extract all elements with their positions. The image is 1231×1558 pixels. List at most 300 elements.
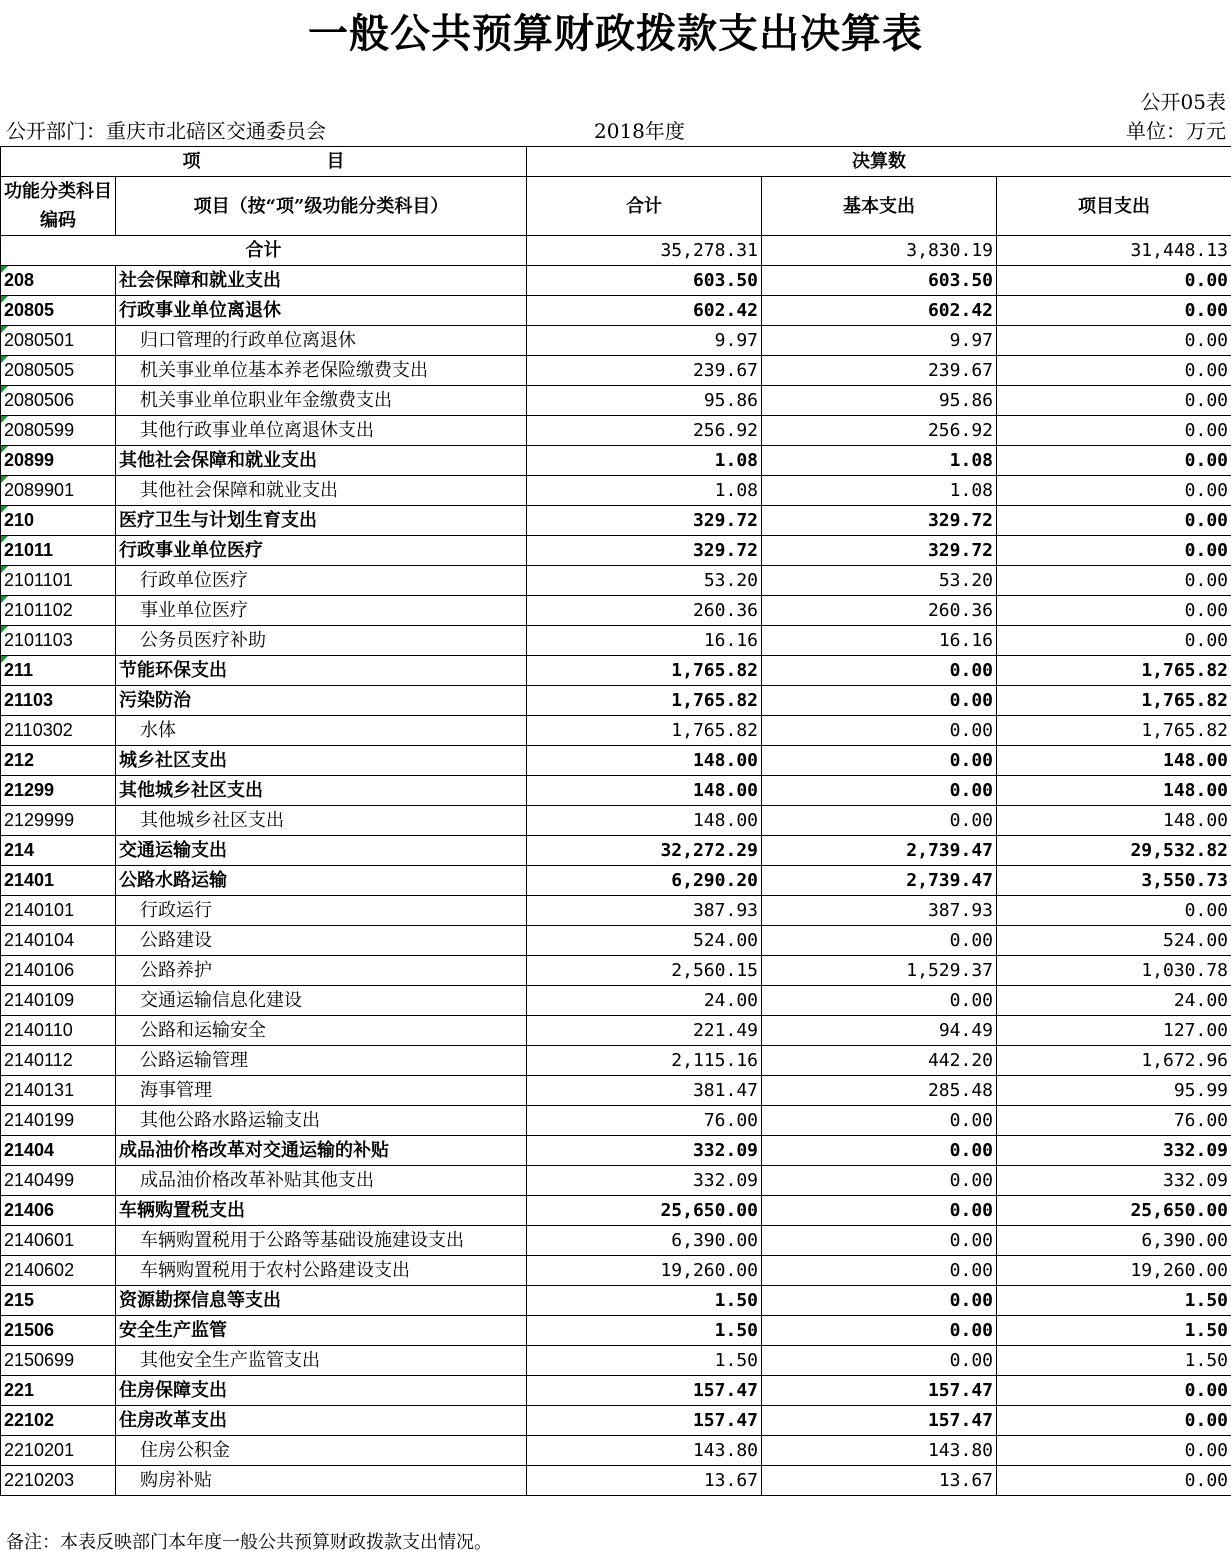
row-code-text: 2101102: [4, 600, 73, 620]
row-name: 事业单位医疗: [116, 596, 527, 626]
row-total: 603.50: [527, 266, 762, 296]
row-total: 1.50: [527, 1286, 762, 1316]
row-basic: 0.00: [762, 1316, 997, 1346]
row-total: 602.42: [527, 296, 762, 326]
total-sum: 35,278.31: [527, 236, 762, 266]
row-basic: 94.49: [762, 1016, 997, 1046]
form-number: 公开05表: [1140, 90, 1226, 114]
row-code: [1, 1046, 116, 1076]
row-project: 148.00: [997, 776, 1231, 806]
row-code-text: 2210201: [4, 1440, 75, 1460]
row-project: 0.00: [997, 566, 1231, 596]
total-label: 合计: [1, 236, 527, 266]
cell-marker-icon: [1, 386, 8, 393]
row-total: 6,390.00: [527, 1226, 762, 1256]
row-code-text: 21103: [4, 690, 54, 710]
row-code-text: 2080506: [4, 390, 75, 410]
row-name: 成品油价格改革对交通运输的补贴: [116, 1136, 527, 1166]
table-row: [1, 716, 1231, 746]
header-basic: 基本支出: [762, 177, 997, 236]
cell-marker-icon: [1, 626, 8, 633]
row-total: 260.36: [527, 596, 762, 626]
fiscal-year: 2018年度: [594, 119, 685, 143]
row-code: [1, 686, 116, 716]
row-total: 1.50: [527, 1316, 762, 1346]
table-row: [1, 296, 1231, 326]
row-total: 1,765.82: [527, 686, 762, 716]
row-code-text: 2210203: [4, 1470, 75, 1490]
row-code-text: 2110302: [4, 720, 73, 740]
row-code: [1, 1226, 116, 1256]
row-name: 节能环保支出: [116, 656, 527, 686]
row-total: 1.08: [527, 446, 762, 476]
row-code-text: 2080599: [4, 420, 75, 440]
row-total: 76.00: [527, 1106, 762, 1136]
row-basic: 157.47: [762, 1376, 997, 1406]
table-row: [1, 986, 1231, 1016]
row-project: 0.00: [997, 896, 1231, 926]
row-total: 329.72: [527, 536, 762, 566]
row-name: 机关事业单位职业年金缴费支出: [116, 386, 527, 416]
row-project: 76.00: [997, 1106, 1231, 1136]
header-amount: 决算数: [527, 147, 1231, 177]
row-basic: 0.00: [762, 986, 997, 1016]
row-code: [1, 1256, 116, 1286]
cell-marker-icon: [1, 656, 8, 663]
row-total: 143.80: [527, 1436, 762, 1466]
table-row: [1, 1316, 1231, 1346]
row-code: [1, 1346, 116, 1376]
row-project: 332.09: [997, 1136, 1231, 1166]
row-basic: 1.08: [762, 476, 997, 506]
row-basic: 260.36: [762, 596, 997, 626]
row-total: 95.86: [527, 386, 762, 416]
row-code-text: 212: [4, 750, 35, 770]
row-code-text: 210: [4, 510, 35, 530]
row-code: [1, 926, 116, 956]
row-project: 0.00: [997, 386, 1231, 416]
table-row: [1, 1016, 1231, 1046]
row-code-text: 2089901: [4, 480, 75, 500]
row-name: 其他城乡社区支出: [116, 806, 527, 836]
table-row: [1, 1436, 1231, 1466]
row-code: [1, 1316, 116, 1346]
row-code: [1, 776, 116, 806]
row-basic: 0.00: [762, 1106, 997, 1136]
row-project: 0.00: [997, 266, 1231, 296]
row-total: 148.00: [527, 776, 762, 806]
row-code-text: 2101101: [4, 570, 73, 590]
row-code: [1, 296, 116, 326]
department-label: 公开部门：重庆市北碚区交通委员会: [6, 119, 326, 143]
row-code: [1, 506, 116, 536]
row-project: 19,260.00: [997, 1256, 1231, 1286]
row-code-text: 21401: [4, 870, 55, 890]
row-name: 其他安全生产监管支出: [116, 1346, 527, 1376]
table-row: [1, 686, 1231, 716]
row-name: 行政事业单位医疗: [116, 536, 527, 566]
row-basic: 0.00: [762, 806, 997, 836]
row-total: 524.00: [527, 926, 762, 956]
row-project: 3,550.73: [997, 866, 1231, 896]
row-name: 水体: [116, 716, 527, 746]
row-code: [1, 1436, 116, 1466]
row-basic: 16.16: [762, 626, 997, 656]
row-total: 25,650.00: [527, 1196, 762, 1226]
row-total: 6,290.20: [527, 866, 762, 896]
cell-marker-icon: [1, 356, 8, 363]
row-code: [1, 476, 116, 506]
row-code-text: 2140131: [4, 1080, 75, 1100]
table-row: [1, 356, 1231, 386]
row-basic: 0.00: [762, 1166, 997, 1196]
row-basic: 442.20: [762, 1046, 997, 1076]
row-code-text: 214: [4, 840, 35, 860]
row-name: 住房公积金: [116, 1436, 527, 1466]
row-code: [1, 536, 116, 566]
table-row: [1, 836, 1231, 866]
row-name: 交通运输支出: [116, 836, 527, 866]
row-total: 24.00: [527, 986, 762, 1016]
row-total: 1,765.82: [527, 716, 762, 746]
header-row-top: [1, 147, 1231, 177]
table-row: [1, 1406, 1231, 1436]
row-total: 157.47: [527, 1406, 762, 1436]
cell-marker-icon: [1, 446, 8, 453]
row-project: 1,765.82: [997, 656, 1231, 686]
row-name: 医疗卫生与计划生育支出: [116, 506, 527, 536]
row-total: 329.72: [527, 506, 762, 536]
row-name: 住房改革支出: [116, 1406, 527, 1436]
row-basic: 9.97: [762, 326, 997, 356]
table-row: [1, 866, 1231, 896]
row-basic: 13.67: [762, 1466, 997, 1496]
row-project: 0.00: [997, 356, 1231, 386]
row-name: 安全生产监管: [116, 1316, 527, 1346]
row-project: 1.50: [997, 1316, 1231, 1346]
header-total: 合计: [527, 177, 762, 236]
table-row: [1, 1226, 1231, 1256]
table-row: [1, 566, 1231, 596]
page-title: 一般公共预算财政拨款支出决算表: [308, 11, 923, 57]
row-name: 公路建设: [116, 926, 527, 956]
row-code-text: 2129999: [4, 810, 75, 830]
row-code-text: 2140109: [4, 990, 75, 1010]
row-project: 332.09: [997, 1166, 1231, 1196]
row-project: 0.00: [997, 1376, 1231, 1406]
table-row: [1, 1346, 1231, 1376]
row-basic: 157.47: [762, 1406, 997, 1436]
row-project: 0.00: [997, 296, 1231, 326]
row-project: 524.00: [997, 926, 1231, 956]
row-code: [1, 1466, 116, 1496]
row-total: 157.47: [527, 1376, 762, 1406]
row-name: 其他社会保障和就业支出: [116, 446, 527, 476]
row-name: 其他城乡社区支出: [116, 776, 527, 806]
cell-marker-icon: [1, 416, 8, 423]
cell-marker-icon: [1, 566, 8, 573]
table-row: [1, 746, 1231, 776]
row-total: 332.09: [527, 1136, 762, 1166]
row-code: [1, 1136, 116, 1166]
row-code: [1, 1406, 116, 1436]
row-total: 148.00: [527, 806, 762, 836]
row-project: 0.00: [997, 1406, 1231, 1436]
row-code-text: 21506: [4, 1320, 55, 1340]
row-basic: 239.67: [762, 356, 997, 386]
table-row: [1, 656, 1231, 686]
row-code-text: 21404: [4, 1140, 55, 1160]
header-project: 项目支出: [997, 177, 1231, 236]
row-code: [1, 1196, 116, 1226]
row-basic: 0.00: [762, 1226, 997, 1256]
row-name: 其他社会保障和就业支出: [116, 476, 527, 506]
row-basic: 0.00: [762, 686, 997, 716]
table-row: [1, 446, 1231, 476]
row-total: 332.09: [527, 1166, 762, 1196]
row-basic: 602.42: [762, 296, 997, 326]
row-code-text: 20899: [4, 450, 55, 470]
row-basic: 0.00: [762, 716, 997, 746]
row-code: [1, 566, 116, 596]
row-name: 其他公路水路运输支出: [116, 1106, 527, 1136]
table-row: [1, 956, 1231, 986]
table-row: [1, 506, 1231, 536]
row-code-text: 2140101: [4, 900, 75, 920]
row-code-text: 2140601: [4, 1230, 75, 1250]
row-project: 0.00: [997, 596, 1231, 626]
row-code: [1, 866, 116, 896]
row-code: [1, 716, 116, 746]
table-row: [1, 476, 1231, 506]
total-row: [1, 236, 1231, 266]
row-name: 行政事业单位离退休: [116, 296, 527, 326]
row-code: [1, 626, 116, 656]
footnote: 备注：本表反映部门本年度一般公共预算财政拨款支出情况。: [6, 1532, 492, 1553]
row-code: [1, 986, 116, 1016]
row-project: 1,765.82: [997, 716, 1231, 746]
table-row: [1, 596, 1231, 626]
row-basic: 0.00: [762, 776, 997, 806]
row-project: 0.00: [997, 626, 1231, 656]
table-row: [1, 806, 1231, 836]
row-project: 0.00: [997, 416, 1231, 446]
row-code-text: 2140199: [4, 1110, 75, 1130]
row-project: 0.00: [997, 1436, 1231, 1466]
table-row: [1, 1256, 1231, 1286]
row-project: 148.00: [997, 806, 1231, 836]
row-basic: 0.00: [762, 1196, 997, 1226]
cell-marker-icon: [1, 536, 8, 543]
row-name: 交通运输信息化建设: [116, 986, 527, 1016]
row-project: 29,532.82: [997, 836, 1231, 866]
row-code: [1, 1076, 116, 1106]
header-row-sub: [1, 177, 1231, 236]
row-basic: 1.08: [762, 446, 997, 476]
table-row: [1, 326, 1231, 356]
table-row: [1, 1466, 1231, 1496]
row-project: 1,765.82: [997, 686, 1231, 716]
table-row: [1, 1196, 1231, 1226]
row-code-text: 21406: [4, 1200, 55, 1220]
unit-label: 单位：万元: [1126, 119, 1226, 143]
row-total: 13.67: [527, 1466, 762, 1496]
table-row: [1, 1076, 1231, 1106]
row-code: [1, 1166, 116, 1196]
row-code-text: 22102: [4, 1410, 55, 1430]
row-code-text: 2140110: [4, 1020, 73, 1040]
cell-marker-icon: [1, 326, 8, 333]
total-project: 31,448.13: [997, 236, 1231, 266]
row-name: 污染防治: [116, 686, 527, 716]
row-project: 24.00: [997, 986, 1231, 1016]
row-basic: 0.00: [762, 1136, 997, 1166]
row-total: 256.92: [527, 416, 762, 446]
row-name: 社会保障和就业支出: [116, 266, 527, 296]
row-code-text: 211: [4, 660, 34, 680]
row-code: [1, 266, 116, 296]
row-project: 0.00: [997, 446, 1231, 476]
header-name: 项目（按“项”级功能分类科目）: [116, 177, 527, 236]
row-name: 公路和运输安全: [116, 1016, 527, 1046]
row-basic: 1,529.37: [762, 956, 997, 986]
row-project: 25,650.00: [997, 1196, 1231, 1226]
row-code-text: 221: [4, 1380, 35, 1400]
row-code: [1, 1286, 116, 1316]
row-name: 公路水路运输: [116, 866, 527, 896]
row-name: 车辆购置税用于公路等基础设施建设支出: [116, 1226, 527, 1256]
row-code: [1, 386, 116, 416]
row-code: [1, 806, 116, 836]
row-project: 1.50: [997, 1286, 1231, 1316]
table-row: [1, 266, 1231, 296]
table-row: [1, 896, 1231, 926]
row-name: 公务员医疗补助: [116, 626, 527, 656]
row-code-text: 2140112: [4, 1050, 73, 1070]
row-project: 0.00: [997, 326, 1231, 356]
row-name: 车辆购置税用于农村公路建设支出: [116, 1256, 527, 1286]
row-name: 其他行政事业单位离退休支出: [116, 416, 527, 446]
table-row: [1, 626, 1231, 656]
row-project: 1,672.96: [997, 1046, 1231, 1076]
row-code-text: 208: [4, 270, 35, 290]
row-name: 机关事业单位基本养老保险缴费支出: [116, 356, 527, 386]
row-total: 381.47: [527, 1076, 762, 1106]
cell-marker-icon: [1, 266, 8, 273]
row-total: 53.20: [527, 566, 762, 596]
table-row: [1, 416, 1231, 446]
row-code-text: 21299: [4, 780, 55, 800]
row-project: 95.99: [997, 1076, 1231, 1106]
row-basic: 0.00: [762, 1286, 997, 1316]
row-name: 公路养护: [116, 956, 527, 986]
row-code-text: 2140104: [4, 930, 75, 950]
row-basic: 0.00: [762, 1346, 997, 1376]
total-basic: 3,830.19: [762, 236, 997, 266]
row-code: [1, 596, 116, 626]
row-project: 0.00: [997, 536, 1231, 566]
row-name: 成品油价格改革补贴其他支出: [116, 1166, 527, 1196]
row-basic: 143.80: [762, 1436, 997, 1466]
row-name: 车辆购置税支出: [116, 1196, 527, 1226]
row-basic: 2,739.47: [762, 836, 997, 866]
row-code: [1, 836, 116, 866]
row-code-text: 2140602: [4, 1260, 75, 1280]
table-row: [1, 386, 1231, 416]
table-row: [1, 776, 1231, 806]
row-total: 16.16: [527, 626, 762, 656]
row-code: [1, 416, 116, 446]
row-project: 1.50: [997, 1346, 1231, 1376]
row-total: 221.49: [527, 1016, 762, 1046]
row-total: 32,272.29: [527, 836, 762, 866]
row-code: [1, 326, 116, 356]
row-basic: 256.92: [762, 416, 997, 446]
row-name: 归口管理的行政单位离退休: [116, 326, 527, 356]
row-total: 1.50: [527, 1346, 762, 1376]
row-basic: 2,739.47: [762, 866, 997, 896]
row-name: 城乡社区支出: [116, 746, 527, 776]
row-project: 0.00: [997, 476, 1231, 506]
row-basic: 329.72: [762, 506, 997, 536]
table-row: [1, 1046, 1231, 1076]
cell-marker-icon: [1, 506, 8, 513]
row-total: 1.08: [527, 476, 762, 506]
row-name: 住房保障支出: [116, 1376, 527, 1406]
row-code: [1, 656, 116, 686]
row-name: 行政运行: [116, 896, 527, 926]
row-project: 0.00: [997, 1466, 1231, 1496]
row-name: 行政单位医疗: [116, 566, 527, 596]
cell-marker-icon: [1, 476, 8, 483]
row-code: [1, 896, 116, 926]
row-code-text: 2101103: [4, 630, 73, 650]
table-row: [1, 926, 1231, 956]
table-row: [1, 1166, 1231, 1196]
row-project: 6,390.00: [997, 1226, 1231, 1256]
row-total: 19,260.00: [527, 1256, 762, 1286]
row-name: 购房补贴: [116, 1466, 527, 1496]
row-project: 0.00: [997, 506, 1231, 536]
row-basic: 603.50: [762, 266, 997, 296]
row-project: 148.00: [997, 746, 1231, 776]
row-code: [1, 1106, 116, 1136]
row-total: 2,115.16: [527, 1046, 762, 1076]
row-basic: 0.00: [762, 746, 997, 776]
table-row: [1, 536, 1231, 566]
row-project: 1,030.78: [997, 956, 1231, 986]
row-total: 239.67: [527, 356, 762, 386]
row-basic: 0.00: [762, 926, 997, 956]
row-code-text: 20805: [4, 300, 55, 320]
row-total: 1,765.82: [527, 656, 762, 686]
row-code-text: 2140106: [4, 960, 75, 980]
row-name: 公路运输管理: [116, 1046, 527, 1076]
row-code: [1, 746, 116, 776]
row-name: 资源勘探信息等支出: [116, 1286, 527, 1316]
table-row: [1, 1376, 1231, 1406]
row-total: 387.93: [527, 896, 762, 926]
row-basic: 329.72: [762, 536, 997, 566]
row-basic: 0.00: [762, 1256, 997, 1286]
row-basic: 285.48: [762, 1076, 997, 1106]
header-item: 项 目: [1, 147, 527, 177]
table-row: [1, 1106, 1231, 1136]
row-code-text: 215: [4, 1290, 35, 1310]
row-code-text: 2080505: [4, 360, 75, 380]
cell-marker-icon: [1, 296, 8, 303]
row-project: 127.00: [997, 1016, 1231, 1046]
